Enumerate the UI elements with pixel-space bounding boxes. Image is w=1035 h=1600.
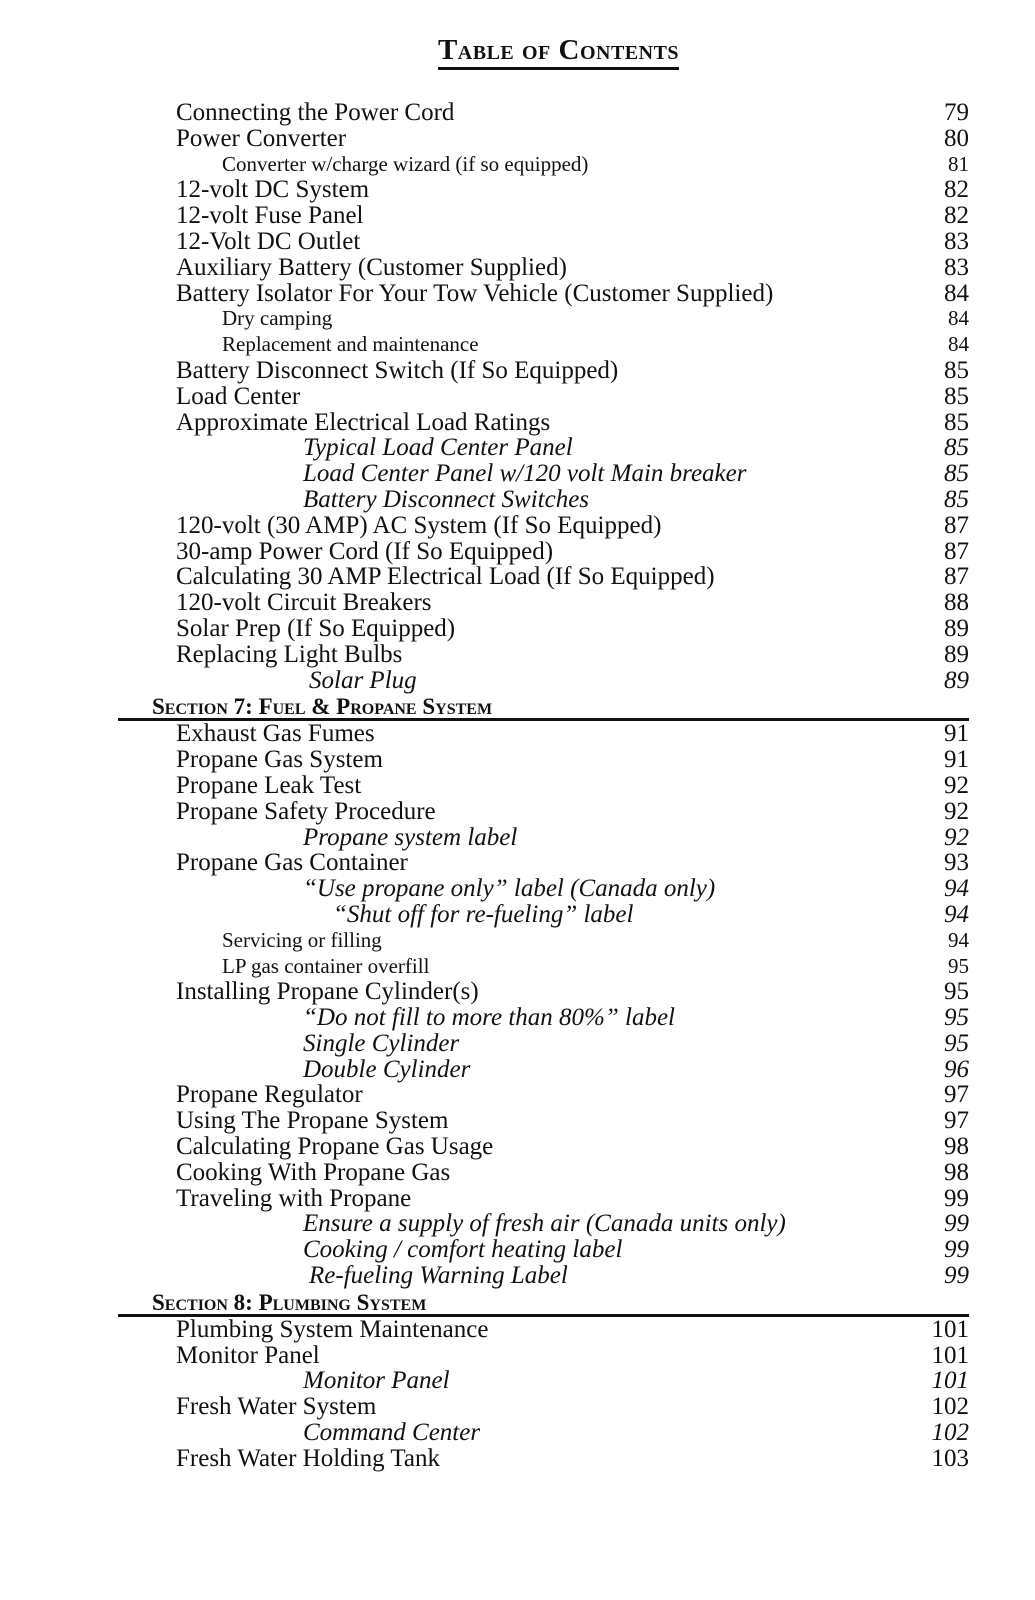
- toc-entry-page: 103: [931, 1444, 969, 1472]
- toc-entry[interactable]: [0, 1057, 1035, 1083]
- toc-entry[interactable]: [0, 1082, 1035, 1108]
- toc-entry[interactable]: [0, 229, 1035, 255]
- toc-entry[interactable]: [0, 1108, 1035, 1134]
- toc-entry-title: “Do not fill to more than 80%” label: [303, 1004, 675, 1032]
- toc-entry-title: Ensure a supply of fresh air (Canada units only): [303, 1210, 786, 1238]
- toc-entry[interactable]: [0, 1211, 1035, 1237]
- toc-entry[interactable]: [0, 1134, 1035, 1160]
- toc-entry-page: 83: [944, 253, 969, 281]
- toc-entry-title: Plumbing System Maintenance: [176, 1315, 489, 1343]
- toc-entry[interactable]: [0, 1446, 1035, 1472]
- page-title: [0, 34, 1035, 67]
- toc-entry-page: 95: [944, 1029, 969, 1057]
- toc-entry[interactable]: [0, 306, 1035, 332]
- toc-entry-title: Calculating Propane Gas Usage: [176, 1133, 494, 1161]
- toc-entry-page: 95: [944, 978, 969, 1006]
- toc-entry[interactable]: [0, 1005, 1035, 1031]
- toc-entry-title: 30-amp Power Cord (If So Equipped): [176, 537, 554, 565]
- toc-entry-title: Battery Disconnect Switches: [303, 485, 590, 513]
- toc-entry-title: Propane Leak Test: [176, 771, 362, 799]
- toc-entry-page: 101: [931, 1367, 969, 1395]
- toc-entry-page: 92: [944, 771, 969, 799]
- toc-entry-page: 101: [931, 1341, 969, 1369]
- toc-entry[interactable]: [0, 1368, 1035, 1394]
- toc-entry[interactable]: [0, 358, 1035, 384]
- toc-entry-page: 84: [948, 306, 969, 331]
- toc-entry-title: Re-fueling Warning Label: [309, 1262, 568, 1290]
- toc-entry-title: 12-volt DC System: [176, 176, 370, 204]
- toc-entry-title: Using The Propane System: [176, 1107, 449, 1135]
- section-heading-text: Section 7: Fuel & Propane System: [152, 694, 493, 720]
- toc-entry-page: 96: [944, 1055, 969, 1083]
- toc-entry[interactable]: [0, 928, 1035, 954]
- toc-entry[interactable]: [0, 100, 1035, 126]
- toc-entry-page: 99: [944, 1236, 969, 1264]
- toc-entry[interactable]: [0, 177, 1035, 203]
- toc-entry[interactable]: [0, 979, 1035, 1005]
- toc-entry[interactable]: [0, 1394, 1035, 1420]
- toc-entry-page: 91: [944, 720, 969, 748]
- toc-entry-title: Connecting the Power Cord: [176, 99, 455, 126]
- toc-entry[interactable]: [0, 1237, 1035, 1263]
- toc-entry[interactable]: [0, 1263, 1035, 1289]
- toc-entry-title: Installing Propane Cylinder(s): [176, 978, 479, 1006]
- toc-entry-page: 87: [944, 537, 969, 565]
- toc-entry[interactable]: [0, 487, 1035, 513]
- toc-entry-page: 80: [944, 124, 969, 152]
- toc-entry[interactable]: [0, 255, 1035, 281]
- toc-entry[interactable]: [0, 281, 1035, 307]
- toc-entry[interactable]: [0, 564, 1035, 590]
- toc-entry[interactable]: [0, 954, 1035, 980]
- toc-entry[interactable]: [0, 1317, 1035, 1343]
- toc-entry-page: 82: [944, 202, 969, 230]
- toc-entry-title: Replacement and maintenance: [222, 332, 479, 357]
- toc-entry-page: 89: [944, 640, 969, 668]
- toc-entry-page: 101: [931, 1315, 969, 1343]
- toc-entry[interactable]: [0, 616, 1035, 642]
- toc-entry-title: LP gas container overfill: [222, 953, 430, 978]
- toc-entry-page: 83: [944, 227, 969, 255]
- toc-entry-page: 85: [944, 356, 969, 384]
- toc-entry[interactable]: [0, 152, 1035, 178]
- toc-entry-page: 99: [944, 1184, 969, 1212]
- toc-entry-title: Fresh Water Holding Tank: [176, 1444, 441, 1472]
- toc-entry-page: 92: [944, 823, 969, 851]
- toc-entry-page: 79: [944, 99, 969, 126]
- toc-entry[interactable]: [0, 332, 1035, 358]
- toc-entry-page: 94: [944, 900, 969, 928]
- toc-entry-page: 85: [944, 485, 969, 513]
- toc-entry-title: Dry camping: [222, 306, 333, 331]
- section-heading-text: Section 8: Plumbing System: [152, 1289, 427, 1315]
- toc-entry-page: 85: [944, 382, 969, 410]
- toc-entry-page: 98: [944, 1158, 969, 1186]
- toc-entry-title: Calculating 30 AMP Electrical Load (If So Equipped): [176, 563, 715, 591]
- toc-entry-title: Load Center: [176, 382, 301, 410]
- toc-entry-title: Cooking With Propane Gas: [176, 1158, 451, 1186]
- toc-entry-title: Converter w/charge wizard (if so equipped): [222, 151, 589, 176]
- toc-entry-title: 120-volt (30 AMP) AC System (If So Equipped): [176, 511, 662, 539]
- toc-entry[interactable]: [0, 747, 1035, 773]
- toc-entry-title: Auxiliary Battery (Customer Supplied): [176, 253, 567, 281]
- toc-entry[interactable]: [0, 668, 1035, 694]
- toc-entry[interactable]: [0, 1031, 1035, 1057]
- toc-entry[interactable]: [0, 721, 1035, 747]
- toc-entry-title: 12-volt Fuse Panel: [176, 202, 364, 230]
- toc-entry-title: Solar Prep (If So Equipped): [176, 614, 456, 642]
- toc-entry-title: Propane system label: [303, 823, 518, 851]
- toc-entry-page: 85: [944, 460, 969, 488]
- toc-entry[interactable]: [0, 773, 1035, 799]
- toc-entry-page: 97: [944, 1107, 969, 1135]
- toc-entry-title: Monitor Panel: [303, 1367, 450, 1395]
- toc-entry-page: 85: [944, 434, 969, 462]
- toc-entry-title: Propane Gas System: [176, 746, 383, 774]
- toc-entry-title: Load Center Panel w/120 volt Main breaker: [303, 460, 747, 488]
- table-of-contents: [0, 100, 1035, 1472]
- toc-entry-title: 120-volt Circuit Breakers: [176, 589, 432, 617]
- toc-entry-title: Propane Gas Container: [176, 849, 408, 877]
- toc-entry-title: Solar Plug: [309, 666, 417, 694]
- section-heading: [0, 693, 1035, 721]
- toc-entry[interactable]: [0, 642, 1035, 668]
- page-title-text: Table of Contents: [438, 34, 679, 70]
- toc-entry-title: Propane Regulator: [176, 1081, 363, 1109]
- toc-entry[interactable]: [0, 203, 1035, 229]
- toc-entry-title: Monitor Panel: [176, 1341, 320, 1369]
- toc-entry-page: 89: [944, 666, 969, 694]
- toc-entry[interactable]: [0, 1343, 1035, 1369]
- toc-entry-page: 99: [944, 1210, 969, 1238]
- toc-entry-title: Command Center: [303, 1419, 481, 1447]
- toc-entry-title: Servicing or filling: [222, 927, 382, 952]
- toc-entry-title: Battery Isolator For Your Tow Vehicle (Customer Supplied): [176, 279, 774, 307]
- toc-entry-page: 99: [944, 1262, 969, 1290]
- toc-entry-page: 95: [948, 953, 969, 978]
- toc-entry-title: “Use propane only” label (Canada only): [303, 875, 716, 903]
- toc-entry-page: 87: [944, 563, 969, 591]
- toc-entry-page: 94: [944, 875, 969, 903]
- toc-entry-title: Single Cylinder: [303, 1029, 460, 1057]
- toc-entry-page: 94: [948, 927, 969, 952]
- toc-entry[interactable]: [0, 1160, 1035, 1186]
- toc-entry-title: Propane Safety Procedure: [176, 797, 436, 825]
- toc-entry-title: Typical Load Center Panel: [303, 434, 573, 462]
- toc-entry-title: Traveling with Propane: [176, 1184, 412, 1212]
- toc-entry-page: 92: [944, 797, 969, 825]
- toc-entry-page: 91: [944, 746, 969, 774]
- toc-entry[interactable]: [0, 410, 1035, 436]
- toc-entry-title: Replacing Light Bulbs: [176, 640, 403, 668]
- toc-entry[interactable]: [0, 799, 1035, 825]
- toc-entry-title: Fresh Water System: [176, 1393, 377, 1421]
- toc-entry-page: 82: [944, 176, 969, 204]
- toc-entry[interactable]: [0, 1420, 1035, 1446]
- toc-entry[interactable]: [0, 590, 1035, 616]
- toc-entry-page: 95: [944, 1004, 969, 1032]
- toc-entry-title: “Shut off for re-fueling” label: [333, 900, 634, 928]
- toc-entry-page: 98: [944, 1133, 969, 1161]
- toc-entry-page: 85: [944, 408, 969, 436]
- section-heading: [0, 1289, 1035, 1317]
- toc-entry[interactable]: [0, 876, 1035, 902]
- toc-entry-page: 102: [931, 1419, 969, 1447]
- toc-entry-page: 102: [931, 1393, 969, 1421]
- toc-entry-title: Battery Disconnect Switch (If So Equipped): [176, 356, 619, 384]
- toc-entry[interactable]: [0, 435, 1035, 461]
- toc-entry[interactable]: [0, 850, 1035, 876]
- toc-entry[interactable]: [0, 384, 1035, 410]
- toc-entry-title: Double Cylinder: [303, 1055, 471, 1083]
- toc-entry-page: 81: [948, 151, 969, 176]
- toc-entry-title: Approximate Electrical Load Ratings: [176, 408, 551, 436]
- toc-entry-page: 87: [944, 511, 969, 539]
- toc-entry-page: 97: [944, 1081, 969, 1109]
- toc-entry-title: Exhaust Gas Fumes: [176, 720, 375, 748]
- toc-entry-title: Cooking / comfort heating label: [303, 1236, 623, 1264]
- toc-entry[interactable]: [0, 513, 1035, 539]
- toc-entry-title: Power Converter: [176, 124, 347, 152]
- toc-entry-page: 93: [944, 849, 969, 877]
- toc-entry[interactable]: [0, 902, 1035, 928]
- toc-entry-page: 84: [948, 332, 969, 357]
- toc-entry[interactable]: [0, 825, 1035, 851]
- toc-entry[interactable]: [0, 1186, 1035, 1212]
- toc-entry[interactable]: [0, 539, 1035, 565]
- toc-entry[interactable]: [0, 126, 1035, 152]
- toc-entry-page: 88: [944, 589, 969, 617]
- toc-entry-page: 84: [944, 279, 969, 307]
- toc-entry-title: 12-Volt DC Outlet: [176, 227, 361, 255]
- toc-entry[interactable]: [0, 461, 1035, 487]
- toc-entry-page: 89: [944, 614, 969, 642]
